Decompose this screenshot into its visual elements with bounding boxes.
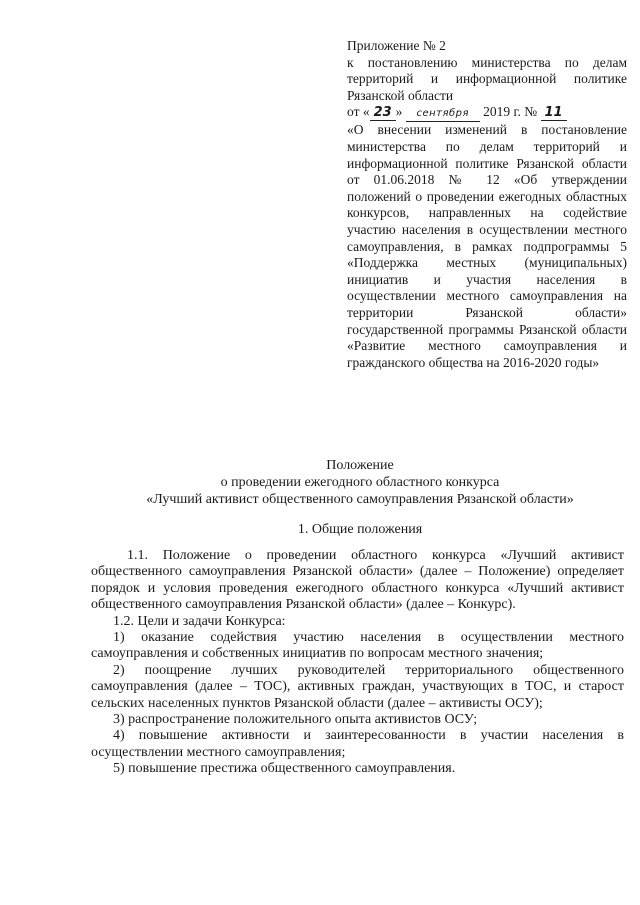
document-title [90, 457, 630, 508]
list-item-2: 2) поощрение лучших руководителей территориального общественного самоуправления (далее – ТОС), активных граждан, участвующих в ТОС, и старост сельских населенных пунктов Рязанской области (далее – активисты ОСУ); [91, 662, 624, 711]
section-heading: 1. Общие положения [297, 522, 423, 537]
appendix-block [347, 38, 627, 371]
appendix-subject: «О внесении изменений в постановление министерства по делам территорий и информационной политике Рязанской области от 01.06.2018 № 12 «Об утверждении положений о проведении ежегодных областных конкурсов, направленных на содействие участию населения в осуществлении местного самоуправления, в рамках подпрограммы 5 «Поддержка местных (муниципальных) инициатив и участия населения в осуществлении местного самоуправления на территории Рязанской области» государственной программы Рязанской области «Развитие местного самоуправления и гражданского общества на 2016-2020 годы» [347, 122, 627, 370]
handwritten-day: 23 [370, 106, 396, 121]
date-suffix: 2019 г. № [483, 104, 538, 120]
document-body [91, 548, 624, 778]
list-item-3: 3) распространение положительного опыта активистов ОСУ; [113, 712, 478, 728]
document-title-line2: о проведении ежегодного областного конкурса [220, 475, 500, 490]
list-item-1: 1) оказание содействия участию населения в осуществлении местного самоуправления и собственных инициатив по вопросам местного значения; [91, 630, 624, 662]
document-title-line3: «Лучший активист общественного самоуправления Рязанской области» [146, 492, 574, 507]
appendix-date-line [347, 104, 627, 122]
paragraph-1-1: 1.1. Положение о проведении областного конкурса «Лучший активист общественного самоуправления Рязанской области» (далее – Положение) определяет порядок и условия проведения ежегодного областного конкурса «Лучший активист общественного самоуправления Рязанской области» (далее – Конкурс). [91, 548, 624, 613]
appendix-title: Приложение № 2 [347, 38, 446, 53]
paragraph-1-2: 1.2. Цели и задачи Конкурса: [113, 613, 286, 629]
handwritten-month: сентября [406, 107, 480, 122]
date-mid: » [395, 104, 403, 120]
handwritten-number: 11 [541, 106, 567, 121]
list-item-5: 5) повышение престижа общественного самоуправления. [113, 761, 456, 777]
date-prefix: от « [347, 104, 370, 120]
list-item-4: 4) повышение активности и заинтересованности в участии населения в осуществлении местного самоуправления; [91, 728, 624, 760]
appendix-resolution-line: к постановлению министерства по делам территорий и информационной политике Рязанской области [347, 54, 627, 103]
document-title-line1: Положение [326, 458, 394, 473]
